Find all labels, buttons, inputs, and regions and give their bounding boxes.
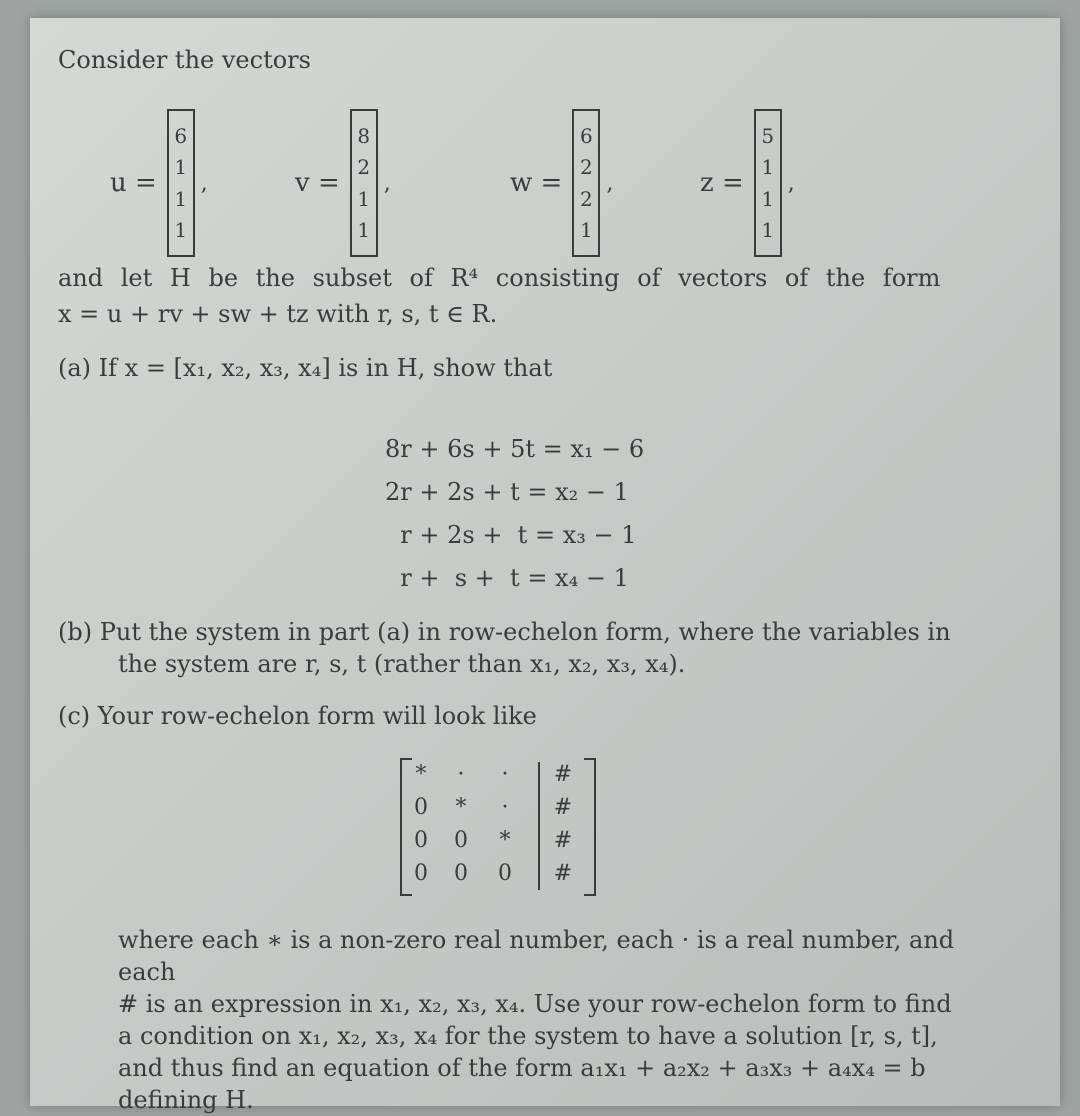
vector-entry: 1 <box>761 186 775 211</box>
vector-u <box>110 108 208 258</box>
vector-entry: 1 <box>357 217 371 242</box>
vector-entry: 1 <box>579 217 593 242</box>
vector-v <box>295 108 391 258</box>
matrix-right-bracket <box>584 758 596 896</box>
row-echelon-matrix <box>400 758 596 898</box>
conclusion-line: and thus find an equation of the form a₁x₁ + a₂x₂ + a₃x₃ + a₄x₄ = b <box>118 1054 926 1082</box>
matrix-cell: # <box>553 828 573 853</box>
matrix-cell: 0 <box>414 828 428 853</box>
vector-entry: 1 <box>174 217 188 242</box>
vector-entry: 2 <box>579 155 593 180</box>
matrix-cell: # <box>553 861 573 886</box>
vector-bracket <box>167 109 195 257</box>
augment-divider <box>538 762 540 890</box>
vector-bracket <box>572 109 600 257</box>
conclusion-paragraph <box>118 924 998 1116</box>
conclusion-line: where each ∗ is a non-zero real number, each · is a real number, and each <box>118 926 955 986</box>
part-c-statement: (c) Your row-echelon form will look like <box>58 702 537 730</box>
matrix-cell: 0 <box>454 828 468 853</box>
matrix-cell: # <box>553 762 573 787</box>
matrix-cell: * <box>499 828 511 853</box>
vector-label: u = <box>110 168 157 198</box>
matrix-cell: 0 <box>454 861 468 886</box>
vector-entry: 6 <box>579 123 593 148</box>
conclusion-line: # is an expression in x₁, x₂, x₃, x₄. Use your row-echelon form to find <box>118 990 952 1018</box>
equation-row: 2r + 2s + t = x₂ − 1 <box>385 478 629 506</box>
conclusion-line: a condition on x₁, x₂, x₃, x₄ for the system to have a solution [r, s, t], <box>118 1022 938 1050</box>
vector-bracket <box>754 109 782 257</box>
part-b-statement-line2: the system are r, s, t (rather than x₁, x₂, x₃, x₄). <box>118 650 686 678</box>
equation-row: r + 2s + t = x₃ − 1 <box>385 521 637 549</box>
vector-definitions <box>110 108 870 258</box>
vector-entry: 1 <box>174 155 188 180</box>
matrix-cell: # <box>553 795 573 820</box>
matrix-cell: 0 <box>498 861 512 886</box>
conclusion-line: defining H. <box>118 1086 254 1114</box>
vector-entry: 1 <box>761 155 775 180</box>
vector-z <box>700 108 795 258</box>
vector-label: w = <box>510 168 563 198</box>
separator: , <box>787 170 795 196</box>
vector-entry: 1 <box>761 217 775 242</box>
vector-entry: 8 <box>357 123 371 148</box>
document-page <box>30 18 1060 1114</box>
matrix-cell: 0 <box>414 795 428 820</box>
separator: , <box>200 170 208 196</box>
part-b-statement-line1: (b) Put the system in part (a) in row-echelon form, where the variables in <box>58 618 951 646</box>
vector-entry: 6 <box>174 123 188 148</box>
vector-bracket <box>350 109 378 257</box>
vector-label: v = <box>295 168 340 198</box>
matrix-cell: * <box>455 795 467 820</box>
matrix-cell: · <box>457 762 465 787</box>
vector-entry: 2 <box>357 155 371 180</box>
vector-label: z = <box>700 168 744 198</box>
separator: , <box>606 170 614 196</box>
vector-w <box>510 108 613 258</box>
matrix-cell: * <box>415 762 427 787</box>
separator: , <box>383 170 391 196</box>
matrix-cell: · <box>501 795 509 820</box>
equation-row: r + s + t = x₄ − 1 <box>385 564 629 592</box>
vector-entry: 1 <box>174 186 188 211</box>
subset-definition-line2: x = u + rv + sw + tz with r, s, t ∈ R. <box>58 300 498 328</box>
vector-entry: 2 <box>579 186 593 211</box>
vector-entry: 1 <box>357 186 371 211</box>
equation-row: 8r + 6s + 5t = x₁ − 6 <box>385 435 645 463</box>
vector-entry: 5 <box>761 123 775 148</box>
matrix-cell: · <box>501 762 509 787</box>
part-a-statement: (a) If x = [x₁, x₂, x₃, x₄] is in H, show that <box>58 354 553 382</box>
intro-text: Consider the vectors <box>58 46 311 74</box>
subset-definition-line1: and let H be the subset of R⁴ consisting of vectors of the form <box>58 264 941 292</box>
matrix-cell: 0 <box>414 861 428 886</box>
equation-system <box>385 428 644 600</box>
